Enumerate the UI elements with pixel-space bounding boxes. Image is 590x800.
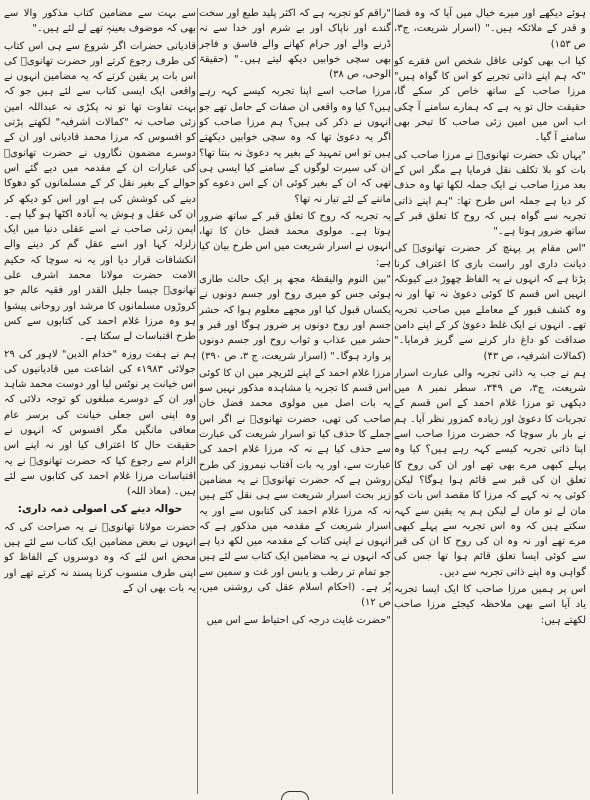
column-left (4, 6, 196, 796)
text-columns (4, 6, 586, 796)
paragraph: "حضرت غایت درجہ کی احتیاط سے اس میں (206, 614, 391, 626)
paragraph: ہوئے دیکھے اور میرے خیال میں آیا کہ وہ قضا و قدر کے ملائکہ ہیں۔" (اسرار شریعت، ج۳، ص ۱۵۳) (394, 8, 586, 50)
paragraph: اس پر ہمیں مرزا صاحب کا ایک ایسا تجربہ یاد آیا اسے بھی ملاحظہ کیجئے مرزا صاحب لکھتے ہیں: (394, 583, 586, 626)
paragraph: یہ تجربہ کہ روح کا تعلق قبر کے ساتھ ضرور ہوتا ہے۔ مولوی محمد فضل خان کا تھا، انہوں نے اسرار شریعت میں اس طرح بیان کیا ہے: (199, 210, 391, 268)
column-divider (197, 8, 198, 794)
paragraph: "اس مقام پر پہنچ کر حضرت تھانویؒ کی دیانت داری اور راست بازی کا اعتراف کرنا پڑتا ہے کہ انہوں نے یہ الفاظ چھوڑ دیے کیونکہ انہیں اس قسم کا کوئی دعویٰ نہ تھا اور نہ وہ کشف قبور کے معاملے میں صاحب تجربہ تھے۔ انہوں نے ایک غلط دعویٰ کر کے اپنے دامن صداقت کو داغ دار کرنے سے گریز فرمایا۔" (کمالات اشرفیہ، ص ۴۳) (394, 243, 586, 362)
paragraph: حضرت مولانا تھانویؒ نے یہ صراحت کی کہ انہوں نے بعض مضامین ایک کتاب سے لئے ہیں محض اس لئے کہ وہ دوسروں کے الفاظ کو اپنی طرف منسوب کرنا پسند نہ کرتے تھے اور یہ بات بھی ان کے (4, 521, 196, 594)
paragraph: "راقم کو تجربہ ہے کہ اکثر پلید طبع اور سخت گندے اور ناپاک اور بے شرم اور خدا سے نہ ڈرنے والے اور حرام کھانے والے فاسق و فاجر بھی سچی خوابیں دیکھ لیتے ہیں۔" (حقیقۃ الوحی، ص ۳۸) (199, 8, 391, 81)
paragraph: سے بہت سے مضامین کتاب مذکور والا سے بھی کہ موضوف بعینہٖ تھے لے لئے ہیں۔" (4, 8, 196, 35)
paragraph: ہم نے ہفت روزہ "خدام الدین" لاہور کی ۲۹ جولائی ۱۹۸۳ء کی اشاعت میں قادیانیوں کی اس خیانت پر نوٹس لیا اور دوست محمد شاہد اور ان کے دوسرے مبلغوں کو توجہ دلائی کہ وہ اپنی اس جعلی خیانت کی برسر عام معافی مانگیں مگر افسوس کہ انہوں نے حقیقت حال کا اعتراف کیا اور نہ اپنے اس الزام سے رجوع کیا کہ حضرت تھانویؒ نے یہ اقتباسات مرزا غلام احمد کی کتابوں سے لئے ہیں۔ (معاذ اللہ) (4, 348, 196, 498)
column-middle (199, 6, 391, 796)
paragraph: مرزا صاحب اسے اپنا تجربہ کیسے کہہ رہے ہیں؟ کیا وہ واقعی ان صفات کے حامل تھے جو انہوں نے ذکر کی ہیں؟ ہم مرزا صاحب کو اگر یہ دعویٰ تھا کہ وہ سچی خوابیں دیکھتے ہیں تو اس تمہید کے بغیر یہ دعویٰ نہ بنتا تھا؟ ان کی سیرت لوگوں کے سامنے کیا ایسی ہی تھی کہ ان کے بغیر کوئی ان کے اس دعوے کو ماننے کے لئے تیار نہ تھا؟ (199, 86, 391, 205)
paragraph: مرزا غلام احمد کے اپنے لٹریچر میں ان کا کوئی اس قسم کا تجربہ یا مشاہدہ مذکور نہیں سو یہ بات اصل میں مولوی محمد فضل خان صاحب کی تھی، حضرت تھانویؒ نے اگر اس جملے کا حذف کیا تو اسرار شریعت کی عبارت سے حذف کیا ہے نہ کہ مرزا غلام احمد کی عبارت سے، اور یہ بات آفتاب نیمروز کی طرح روشن ہے کہ حضرت تھانویؒ نے یہ مضامین زیر بحث اسرار شریعت سے ہی نقل کئے ہیں نہ کہ مرزا غلام احمد کی کتابوں سے اور یہ اسرار شریعت کے مقدمہ میں مذکور ہے کہ انہوں نے اپنی کتاب کے مقدمہ میں لکھ دیا ہے کہ انہوں نے یہ مضامین ایک کتاب سے لئے ہیں جو تمام تر رطب و یابس اور غث و سمین سے پُر ہے۔ (احکام اسلام عقل کی روشنی میں، ص ۱۲) (199, 367, 391, 609)
section-heading: حوالہ دینے کی اصولی ذمہ داری: (17, 502, 183, 515)
column-right (394, 6, 586, 796)
paragraph: "یہاں تک حضرت تھانویؒ نے مرزا صاحب کی بات کو بلا تکلف نقل فرمایا ہے مگر اس کے بعد مرزا صاحب نے ایک جملہ لکھا تھا وہ حذف کر دیا ہے جملہ اس طرح تھا: "ہم اپنے ذاتی تجربہ سے گواہ ہیں کہ روح کا تعلق قبر کے ساتھ ضرور ہوتا ہے۔" (394, 149, 586, 238)
column-divider (392, 8, 393, 794)
paragraph: کیا اب بھی کوئی عاقل شخص اس فقرے کو "کہ ہم اپنے ذاتی تجربے کو اس کا گواہ ہیں" مرزا صاحب کے ساتھ خاص کر سکے گا، حقیقت حال تو یہ ہے کہ ہمارے سامنے آ چکی اب اس میں امین زئی صاحب کا تبحر بھی سامنے آ گیا۔ (394, 55, 586, 144)
page-footer-ornament (281, 791, 309, 800)
paragraph: "بین النوم والیقظۃ مجھ پر ایک حالت طاری ہوئی جس کو میری روح اور جسم دونوں نے یکساں قبول کیا اور مجھے معلوم ہوا کہ حشر جسم اور روح دونوں پر ضرور ہوگا اور قبر و حشر میں عذاب و ثواب روح اور جسم دونوں پر وارد ہوگا۔" (اسرار شریعت، ج ۳، ص ۳۹۰) (199, 274, 391, 362)
paragraph: ہم نے جب یہ ذاتی تجربہ والی عبارت اسرار شریعت، ج۳، ص ۳۴۹، سطر نمبر ۸ میں دیکھی تو مرزا غلام احمد کے اس قسم کے تجربات کا دعویٰ اور زیادہ کمزور نظر آیا۔ ہم نے بار بار سوچا کہ حضرت مرزا صاحب اسے اپنا ذاتی تجربہ کیسے کہہ رہے ہیں؟ کیا وہ پہلے کبھی مرے بھی تھے اور ان کی روح کا تعلق ان کی قبر سے قائم ہوا ہوگا؟ لیکن کوئی یہ نہ کہے کہ مرزا کا مقصد اس بات کو مان لے تو مان لے لیکن ہم یہ یقین سے کہہ سکتے ہیں کہ وہ اس تجربہ سے پہلے کبھی مرے تھے اور نہ وہ ان کی روح کا ان کی قبر سے کوئی ایسا تعلق قائم ہوا تھا جس کی گواہی وہ اپنے ذاتی تجربہ سے دیں۔ (394, 367, 586, 578)
paragraph: قادیانی حضرات اگر شروع سے ہی اس کتاب کی طرف رجوع کرتے اور حضرت تھانویؒ کی اس بات پر یقین کرتے کہ یہ مضامین انہوں نے واقعی ایک ایسی کتاب سے لئے ہیں جو کہ بہت تفاوت تھا تو نہ پکڑی نہ عبداللہ امین زئی صاحب نہ "کمالات اشرفیہ" لکھتے پڑتی کو افسوس کہ مرزا محمد قادیانی اور ان کے دوسرے مضمون نگاروں نے حضرت تھانویؒ کی عبارات ان کے مقدمہ میں دیے گئے اس حوالے کے بغیر نقل کر کے مسلمانوں کو دھوکا دینے کی کوشش کی ہے اور اس کو دیکھ کر ان کی عقل و ہوش یہ آبادہ اکٹھا ہو گیا ہے۔ ایمن زئی صاحب نے اسے عقلی دنیا میں ایک زلزلہ کہا اور اسے عقل گم کر دینے والے انکشافات قرار دیا اور یہ نہ سوچا کہ حکیم الامت حضرت مولانا محمد اشرف علی تھانویؒ جیسا جلیل القدر اور فقیہ عالم جو کروڑوں مسلمانوں کا مرشد اور روحانی پیشوا ہو وہ مرزا غلام احمد کی کتابوں سے کس طرح اقتباسات لے سکتا ہے۔ (4, 40, 196, 343)
